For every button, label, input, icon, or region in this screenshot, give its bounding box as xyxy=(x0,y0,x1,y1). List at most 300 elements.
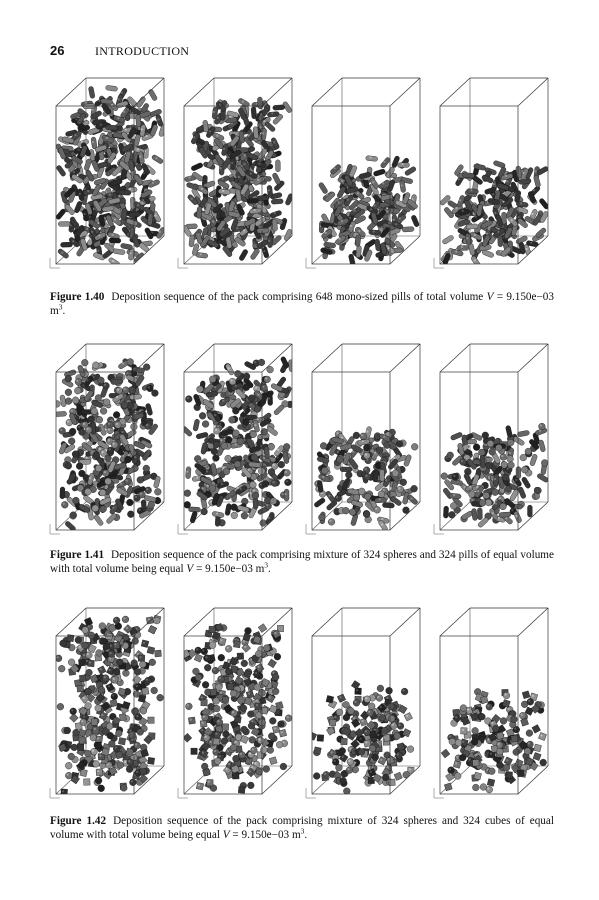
particle-highlight xyxy=(477,490,479,492)
particle-highlight xyxy=(508,708,510,710)
particle-highlight xyxy=(386,697,388,699)
cube-particle xyxy=(341,738,348,745)
particle-highlight xyxy=(206,470,208,472)
cube-particle xyxy=(326,695,334,703)
particle-highlight xyxy=(87,190,89,192)
pill-particle xyxy=(325,490,336,503)
cube-particle xyxy=(67,634,74,641)
sphere-particle xyxy=(197,386,204,393)
particle-highlight xyxy=(117,389,119,391)
particle-highlight xyxy=(202,722,204,724)
sphere-particle xyxy=(153,617,160,624)
particle-highlight xyxy=(235,385,237,387)
sphere-particle xyxy=(364,473,371,480)
particle-highlight xyxy=(99,755,101,757)
sphere-particle xyxy=(513,749,520,756)
sphere-particle xyxy=(157,694,164,701)
cube-particle xyxy=(504,757,513,766)
particle-highlight xyxy=(334,760,336,762)
particle-highlight xyxy=(365,697,367,699)
cube-particle xyxy=(474,772,482,780)
sphere-particle xyxy=(447,452,454,459)
particle-highlight xyxy=(242,101,244,103)
sphere-particle xyxy=(68,659,75,666)
particle-highlight xyxy=(528,700,530,702)
particle-highlight xyxy=(114,643,116,645)
particle-highlight xyxy=(328,495,330,497)
sphere-particle xyxy=(75,637,82,644)
pill-particle xyxy=(133,134,141,147)
pill-particle xyxy=(402,226,414,232)
particle-highlight xyxy=(347,768,349,770)
sphere-particle xyxy=(241,660,248,667)
particle-highlight xyxy=(354,701,356,703)
particle-highlight xyxy=(501,455,503,457)
particle-highlight xyxy=(370,771,372,773)
sphere-particle xyxy=(231,512,238,519)
cube-particle xyxy=(397,743,405,751)
particle-highlight xyxy=(540,424,542,426)
pill-particle xyxy=(147,213,153,225)
particle-highlight xyxy=(210,741,212,743)
particle-highlight xyxy=(155,214,157,216)
sphere-particle xyxy=(394,733,401,740)
cube-particle xyxy=(83,779,90,786)
particle-highlight xyxy=(258,666,260,668)
cube-particle xyxy=(119,714,126,721)
axis-marker xyxy=(306,258,316,268)
particle-highlight xyxy=(248,692,250,694)
particle-highlight xyxy=(379,498,381,500)
particle-highlight xyxy=(252,748,254,750)
particle-highlight xyxy=(138,509,140,511)
particle-highlight xyxy=(117,117,119,119)
cube-particle xyxy=(388,779,395,786)
particle-highlight xyxy=(62,790,64,792)
particle-highlight xyxy=(276,456,278,458)
particle-highlight xyxy=(116,396,118,398)
particle-highlight xyxy=(255,672,257,674)
cube-particle xyxy=(209,626,216,633)
sphere-particle xyxy=(450,502,457,509)
particle-highlight xyxy=(146,679,148,681)
particle-highlight xyxy=(148,386,150,388)
particle-highlight xyxy=(499,497,501,499)
sphere-particle xyxy=(95,465,102,472)
sphere-particle xyxy=(147,385,154,392)
particle-pack xyxy=(313,426,418,532)
pill-particle xyxy=(379,469,384,481)
particle-highlight xyxy=(273,481,275,483)
deposition-panel xyxy=(432,602,550,802)
cube-particle xyxy=(141,640,149,648)
particle-highlight xyxy=(366,430,368,432)
sphere-particle xyxy=(339,748,346,755)
pill-particle xyxy=(84,158,92,171)
particle-highlight xyxy=(268,397,270,399)
particle-highlight xyxy=(365,730,367,732)
particle-highlight xyxy=(357,192,359,194)
particle-highlight xyxy=(249,753,251,755)
sphere-particle xyxy=(85,688,92,695)
pill-particle xyxy=(120,243,133,250)
cube-particle xyxy=(118,737,126,745)
sphere-particle xyxy=(332,759,339,766)
cube-particle xyxy=(191,748,197,754)
pill-particle xyxy=(148,89,158,102)
particle-highlight xyxy=(453,475,455,477)
particle-highlight xyxy=(67,774,69,776)
sphere-particle xyxy=(64,727,71,734)
sphere-particle xyxy=(363,511,370,518)
sphere-particle xyxy=(184,501,191,508)
particle-highlight xyxy=(92,141,94,143)
particle-highlight xyxy=(83,654,85,656)
particle-highlight xyxy=(514,728,516,730)
particle-highlight xyxy=(456,756,458,758)
cube-particle xyxy=(268,659,277,668)
sphere-particle xyxy=(479,713,486,720)
cube-particle xyxy=(155,650,162,657)
pack-illustration xyxy=(304,72,422,272)
pill-particle xyxy=(499,512,511,518)
sphere-particle xyxy=(535,487,542,494)
sphere-particle xyxy=(127,499,134,506)
particle-highlight xyxy=(401,163,403,165)
particle-highlight xyxy=(143,642,145,644)
sphere-particle xyxy=(93,452,100,459)
sphere-particle xyxy=(492,489,499,496)
pill-particle xyxy=(505,425,512,438)
particle-highlight xyxy=(123,617,125,619)
pill-particle xyxy=(119,190,131,196)
sphere-particle xyxy=(348,708,355,715)
particle-highlight xyxy=(495,503,497,505)
sphere-particle xyxy=(345,472,352,479)
particle-highlight xyxy=(137,204,139,206)
sphere-particle xyxy=(372,754,379,761)
pill-particle xyxy=(267,393,272,405)
axis-marker xyxy=(178,258,188,268)
pill-particle xyxy=(113,248,126,254)
particle-highlight xyxy=(525,248,527,250)
sphere-particle xyxy=(113,745,120,752)
pill-particle xyxy=(269,210,282,218)
particle-highlight xyxy=(504,693,506,695)
particle-highlight xyxy=(113,443,115,445)
cube-particle xyxy=(506,772,513,779)
page-header xyxy=(50,43,550,61)
running-head: INTRODUCTION xyxy=(95,44,190,58)
particle-highlight xyxy=(375,508,377,510)
deposition-panel xyxy=(48,72,166,272)
particle-highlight xyxy=(455,716,457,718)
pill-particle xyxy=(397,163,409,168)
sphere-particle xyxy=(271,480,278,487)
particle-highlight xyxy=(255,762,257,764)
pill-particle xyxy=(458,209,470,214)
particle-highlight xyxy=(78,149,80,151)
cube-particle xyxy=(111,676,118,683)
cube-particle xyxy=(359,718,367,726)
sphere-particle xyxy=(214,731,221,738)
deposition-panel xyxy=(432,338,550,538)
particle-highlight xyxy=(256,704,258,706)
particle-highlight xyxy=(486,233,488,235)
sphere-particle xyxy=(184,490,191,497)
particle-highlight xyxy=(490,753,492,755)
particle-highlight xyxy=(136,685,138,687)
sphere-particle xyxy=(103,399,110,406)
sphere-particle xyxy=(60,640,67,647)
sphere-particle xyxy=(65,398,72,405)
particle-highlight xyxy=(135,496,137,498)
sphere-particle xyxy=(343,507,350,514)
sphere-particle xyxy=(195,674,202,681)
particle-highlight xyxy=(106,137,108,139)
particle-highlight xyxy=(272,672,274,674)
pill-particle xyxy=(318,182,328,195)
pill-particle xyxy=(273,105,285,111)
particle-highlight xyxy=(243,640,245,642)
sphere-particle xyxy=(377,685,384,692)
sphere-particle xyxy=(68,438,75,445)
particle-highlight xyxy=(208,436,210,438)
particle-highlight xyxy=(209,130,211,132)
particle-highlight xyxy=(86,228,88,230)
particle-highlight xyxy=(126,627,128,629)
particle-highlight xyxy=(220,639,222,641)
pill-particle xyxy=(230,158,236,170)
particle-highlight xyxy=(398,724,400,726)
sphere-particle xyxy=(65,772,72,779)
particle-highlight xyxy=(89,661,91,663)
particle-highlight xyxy=(377,734,379,736)
pill-particle xyxy=(196,252,208,258)
pill-particle xyxy=(466,189,478,194)
sphere-particle xyxy=(486,703,493,710)
sphere-particle xyxy=(231,710,238,717)
particle-highlight xyxy=(378,478,380,480)
particle-highlight xyxy=(108,423,110,425)
cube-particle xyxy=(269,757,277,765)
sphere-particle xyxy=(489,448,496,455)
sphere-particle xyxy=(91,748,98,755)
pill-particle xyxy=(374,239,380,252)
pill-particle xyxy=(257,195,269,200)
sphere-particle xyxy=(65,462,72,469)
particle-highlight xyxy=(244,154,246,156)
particle-pack xyxy=(54,358,162,532)
particle-highlight xyxy=(83,716,85,718)
particle-highlight xyxy=(155,157,157,159)
particle-highlight xyxy=(109,448,111,450)
particle-highlight xyxy=(84,188,86,190)
pill-particle xyxy=(189,235,195,247)
particle-highlight xyxy=(372,181,374,183)
sphere-particle xyxy=(255,651,262,658)
sphere-particle xyxy=(358,749,365,756)
sphere-particle xyxy=(452,474,459,481)
pill-particle xyxy=(457,245,469,250)
caption-math-value: = 9.150e−03 m xyxy=(229,829,301,841)
particle-highlight xyxy=(520,202,522,204)
sphere-particle xyxy=(267,366,274,373)
pill-particle xyxy=(264,446,270,458)
particle-highlight xyxy=(469,486,471,488)
particle-highlight xyxy=(216,135,218,137)
sphere-particle xyxy=(241,512,248,519)
sphere-particle xyxy=(86,669,93,676)
pill-particle xyxy=(60,487,65,499)
sphere-particle xyxy=(91,408,98,415)
axis-marker xyxy=(434,788,444,798)
particle-highlight xyxy=(217,720,219,722)
pill-particle xyxy=(238,249,248,262)
particle-highlight xyxy=(455,251,457,253)
pill-particle xyxy=(225,503,232,516)
pill-particle xyxy=(191,171,204,182)
particle-highlight xyxy=(462,729,464,731)
sphere-particle xyxy=(525,448,532,455)
cube-particle xyxy=(92,727,99,734)
sphere-particle xyxy=(320,442,327,449)
cube-particle xyxy=(227,683,234,690)
particle-highlight xyxy=(100,123,102,125)
particle-highlight xyxy=(74,134,76,136)
sphere-particle xyxy=(113,668,120,675)
particle-highlight xyxy=(368,711,370,713)
particle-highlight xyxy=(215,733,217,735)
sphere-particle xyxy=(353,494,360,501)
cube-particle xyxy=(148,625,157,634)
particle-highlight xyxy=(222,467,224,469)
particle-highlight xyxy=(228,367,230,369)
sphere-particle xyxy=(137,477,144,484)
sphere-particle xyxy=(213,698,220,705)
sphere-particle xyxy=(519,712,526,719)
particle-highlight xyxy=(136,715,138,717)
pill-particle xyxy=(411,215,420,228)
sphere-particle xyxy=(107,421,114,428)
particle-highlight xyxy=(141,128,143,130)
cube-particle xyxy=(201,699,208,706)
sphere-particle xyxy=(500,718,507,725)
caption-unit-exponent: 3 xyxy=(264,560,269,570)
sphere-particle xyxy=(272,688,279,695)
particle-highlight xyxy=(531,213,533,215)
sphere-particle xyxy=(202,714,209,721)
particle-highlight xyxy=(98,234,100,236)
particle-highlight xyxy=(196,476,198,478)
sphere-particle xyxy=(249,736,256,743)
particle-highlight xyxy=(83,423,85,425)
sphere-particle xyxy=(260,747,267,754)
sphere-particle xyxy=(540,759,547,766)
particle-highlight xyxy=(470,189,472,191)
particle-highlight xyxy=(350,225,352,227)
sphere-particle xyxy=(79,429,86,436)
particle-highlight xyxy=(287,716,289,718)
cube-particle xyxy=(213,738,220,745)
particle-highlight xyxy=(114,219,116,221)
particle-highlight xyxy=(218,221,220,223)
pill-particle xyxy=(285,193,294,206)
particle-highlight xyxy=(377,696,379,698)
sphere-particle xyxy=(270,498,277,505)
cube-particle xyxy=(233,641,240,648)
particle-highlight xyxy=(76,380,78,382)
sphere-particle xyxy=(106,723,113,730)
sphere-particle xyxy=(257,737,264,744)
particle-highlight xyxy=(193,136,195,138)
pill-particle xyxy=(246,198,258,203)
sphere-particle xyxy=(120,785,127,792)
sphere-particle xyxy=(221,738,228,745)
sphere-particle xyxy=(88,632,95,639)
particle-highlight xyxy=(449,735,451,737)
sphere-particle xyxy=(59,428,66,435)
cube-particle xyxy=(533,752,541,760)
sphere-particle xyxy=(507,456,514,463)
sphere-particle xyxy=(473,444,480,451)
cube-particle xyxy=(487,779,495,787)
sphere-particle xyxy=(135,714,142,721)
pill-particle xyxy=(272,219,278,231)
particle-highlight xyxy=(462,210,464,212)
pill-particle xyxy=(193,419,200,432)
particle-highlight xyxy=(128,760,130,762)
sphere-particle xyxy=(241,726,248,733)
caption-end: . xyxy=(304,829,308,841)
sphere-particle xyxy=(384,442,391,449)
sphere-particle xyxy=(278,461,285,468)
sphere-particle xyxy=(103,643,110,650)
pill-particle xyxy=(60,242,72,247)
particle-highlight xyxy=(231,162,233,164)
pill-particle xyxy=(275,160,280,172)
sphere-particle xyxy=(69,428,76,435)
particle-pack xyxy=(318,155,420,266)
particle-highlight xyxy=(100,668,102,670)
cube-particle xyxy=(138,695,146,703)
sphere-particle xyxy=(223,468,230,475)
particle-highlight xyxy=(237,487,239,489)
sphere-particle xyxy=(65,762,72,769)
particle-highlight xyxy=(73,171,75,173)
sphere-particle xyxy=(209,376,216,383)
particle-highlight xyxy=(72,240,74,242)
sphere-particle xyxy=(204,655,211,662)
particle-highlight xyxy=(129,188,131,190)
particle-highlight xyxy=(137,148,139,150)
particle-highlight xyxy=(101,714,103,716)
particle-highlight xyxy=(219,755,221,757)
sphere-particle xyxy=(449,511,456,518)
sphere-particle xyxy=(488,768,495,775)
sphere-particle xyxy=(262,481,269,488)
sphere-particle xyxy=(378,491,385,498)
sphere-particle xyxy=(193,668,200,675)
particle-highlight xyxy=(187,397,189,399)
particle-highlight xyxy=(268,189,270,191)
particle-highlight xyxy=(201,696,203,698)
figure-caption xyxy=(50,814,554,842)
particle-highlight xyxy=(113,678,115,680)
particle-highlight xyxy=(511,219,513,221)
particle-highlight xyxy=(121,92,123,94)
particle-highlight xyxy=(84,213,86,215)
